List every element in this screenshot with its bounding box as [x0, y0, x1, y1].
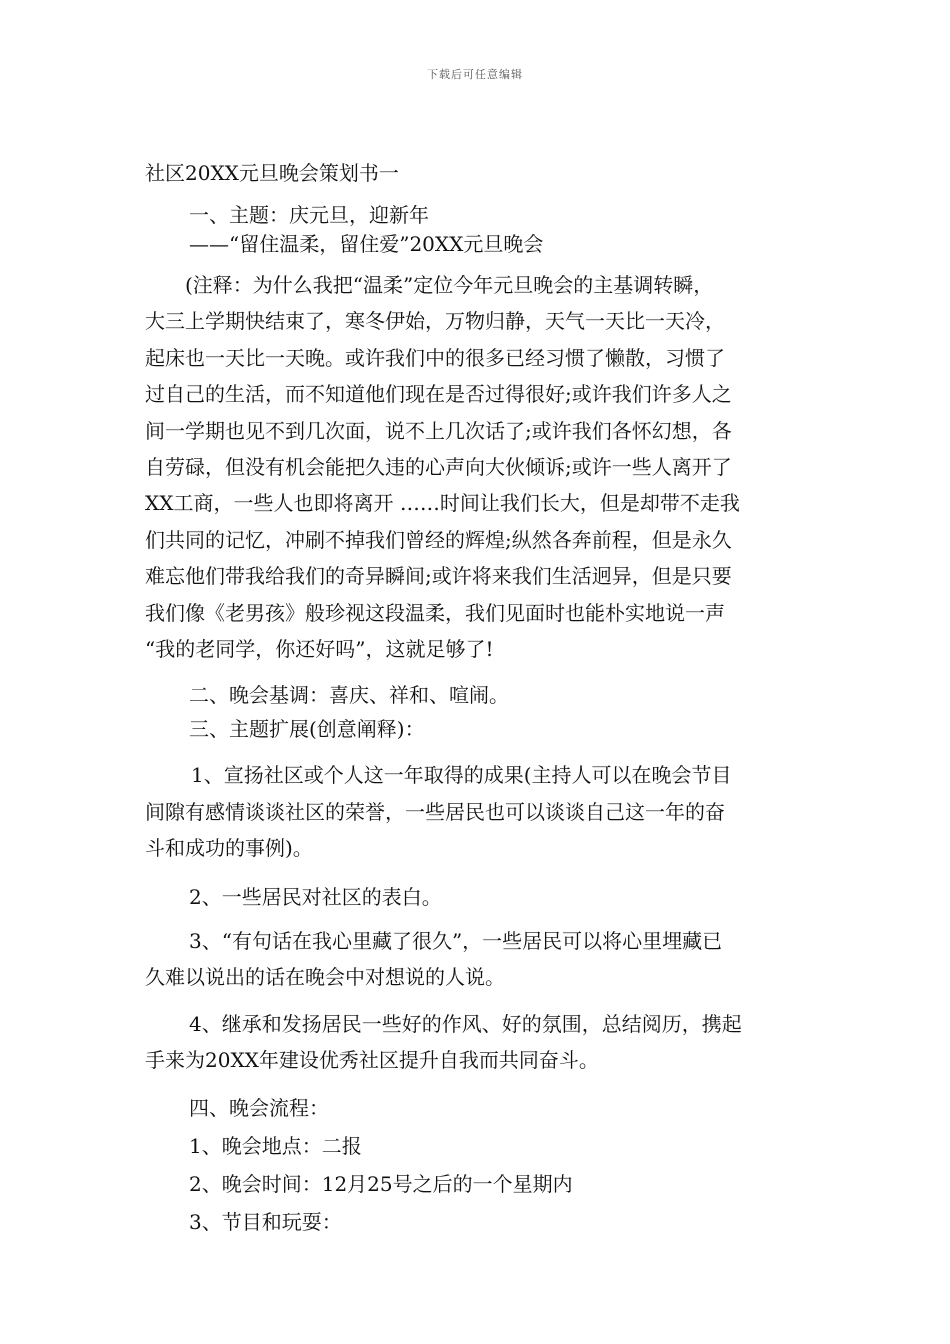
- item-line: 斗和成功的事例)。: [145, 836, 313, 861]
- tone-heading: 二、晚会基调：喜庆、祥和、喧闹。: [189, 683, 509, 708]
- note-line: “我的老同学，你还好吗”，这就足够了!: [145, 637, 494, 662]
- process-place: 1、晚会地点：二报: [189, 1134, 362, 1159]
- note-line: 过自己的生活，而不知道他们现在是否过得很好;或许我们许多人之: [145, 382, 732, 407]
- note-paragraph: [145, 267, 807, 667]
- document-body: [145, 158, 807, 1236]
- theme-heading: 一、主题：庆元旦，迎新年: [189, 203, 429, 227]
- note-line: 大三上学期快结束了，寒冬伊始，万物归静，天气一天比一天冷，: [145, 309, 725, 334]
- item-line: 间隙有感情谈谈社区的荣誉，一些居民也可以谈谈自己这一年的奋: [145, 799, 725, 824]
- note-line: (注释：为什么我把“温柔”定位今年元旦晚会的主基调转瞬，: [185, 273, 714, 297]
- note-line: 我们像《老男孩》般珍视这段温柔，我们见面时也能朴实地说一声: [145, 600, 725, 625]
- theme-subtitle: ——“留住温柔，留住爱”20XX元旦晚会: [189, 232, 544, 256]
- note-line: XX工商，一些人也即将离开 ……时间让我们长大，但是却带不走我: [145, 491, 740, 516]
- item-line: 3、“有句话在我心里藏了很久”，一些居民可以将心里埋藏已: [189, 928, 723, 953]
- note-line: 们共同的记忆，冲刷不掉我们曾经的辉煌;纵然各奔前程，但是永久: [145, 527, 732, 552]
- item-line: 手来为20XX年建设优秀社区提升自我而共同奋斗。: [145, 1047, 599, 1072]
- expansion-item-3: [145, 923, 807, 996]
- item-line: 1、宣扬社区或个人这一年取得的成果(主持人可以在晚会节目: [191, 763, 732, 788]
- process-heading: 四、晚会流程：: [189, 1096, 329, 1121]
- document-title: 社区20XX元旦晚会策划书一: [145, 161, 399, 185]
- expansion-item-4: [145, 1006, 807, 1079]
- process-program: 3、节目和玩耍：: [189, 1210, 342, 1235]
- item-line: 久难以说出的话在晚会中对想说的人说。: [145, 965, 505, 990]
- note-line: 起床也一天比一天晚。或许我们中的很多已经习惯了懒散，习惯了: [145, 345, 725, 370]
- header-note: 下载后可任意编辑: [427, 68, 523, 81]
- item-line: 4、继承和发扬居民一些好的作风、好的氛围，总结阅历，携起: [189, 1011, 742, 1036]
- note-line: 自劳碌，但没有机会能把久违的心声向大伙倾诉;或许一些人离开了: [145, 455, 732, 480]
- expansion-item-1: [145, 757, 807, 866]
- expansion-item-2: 2、一些居民对社区的表白。: [189, 884, 442, 909]
- note-line: 间一学期也见不到几次面，说不上几次话了;或许我们各怀幻想，各: [145, 418, 732, 443]
- expansion-heading: 三、主题扩展(创意阐释)：: [189, 717, 425, 742]
- process-time: 2、晚会时间：12月25号之后的一个星期内: [189, 1172, 573, 1197]
- note-line: 难忘他们带我给我们的奇异瞬间;或许将来我们生活迥异，但是只要: [145, 564, 732, 589]
